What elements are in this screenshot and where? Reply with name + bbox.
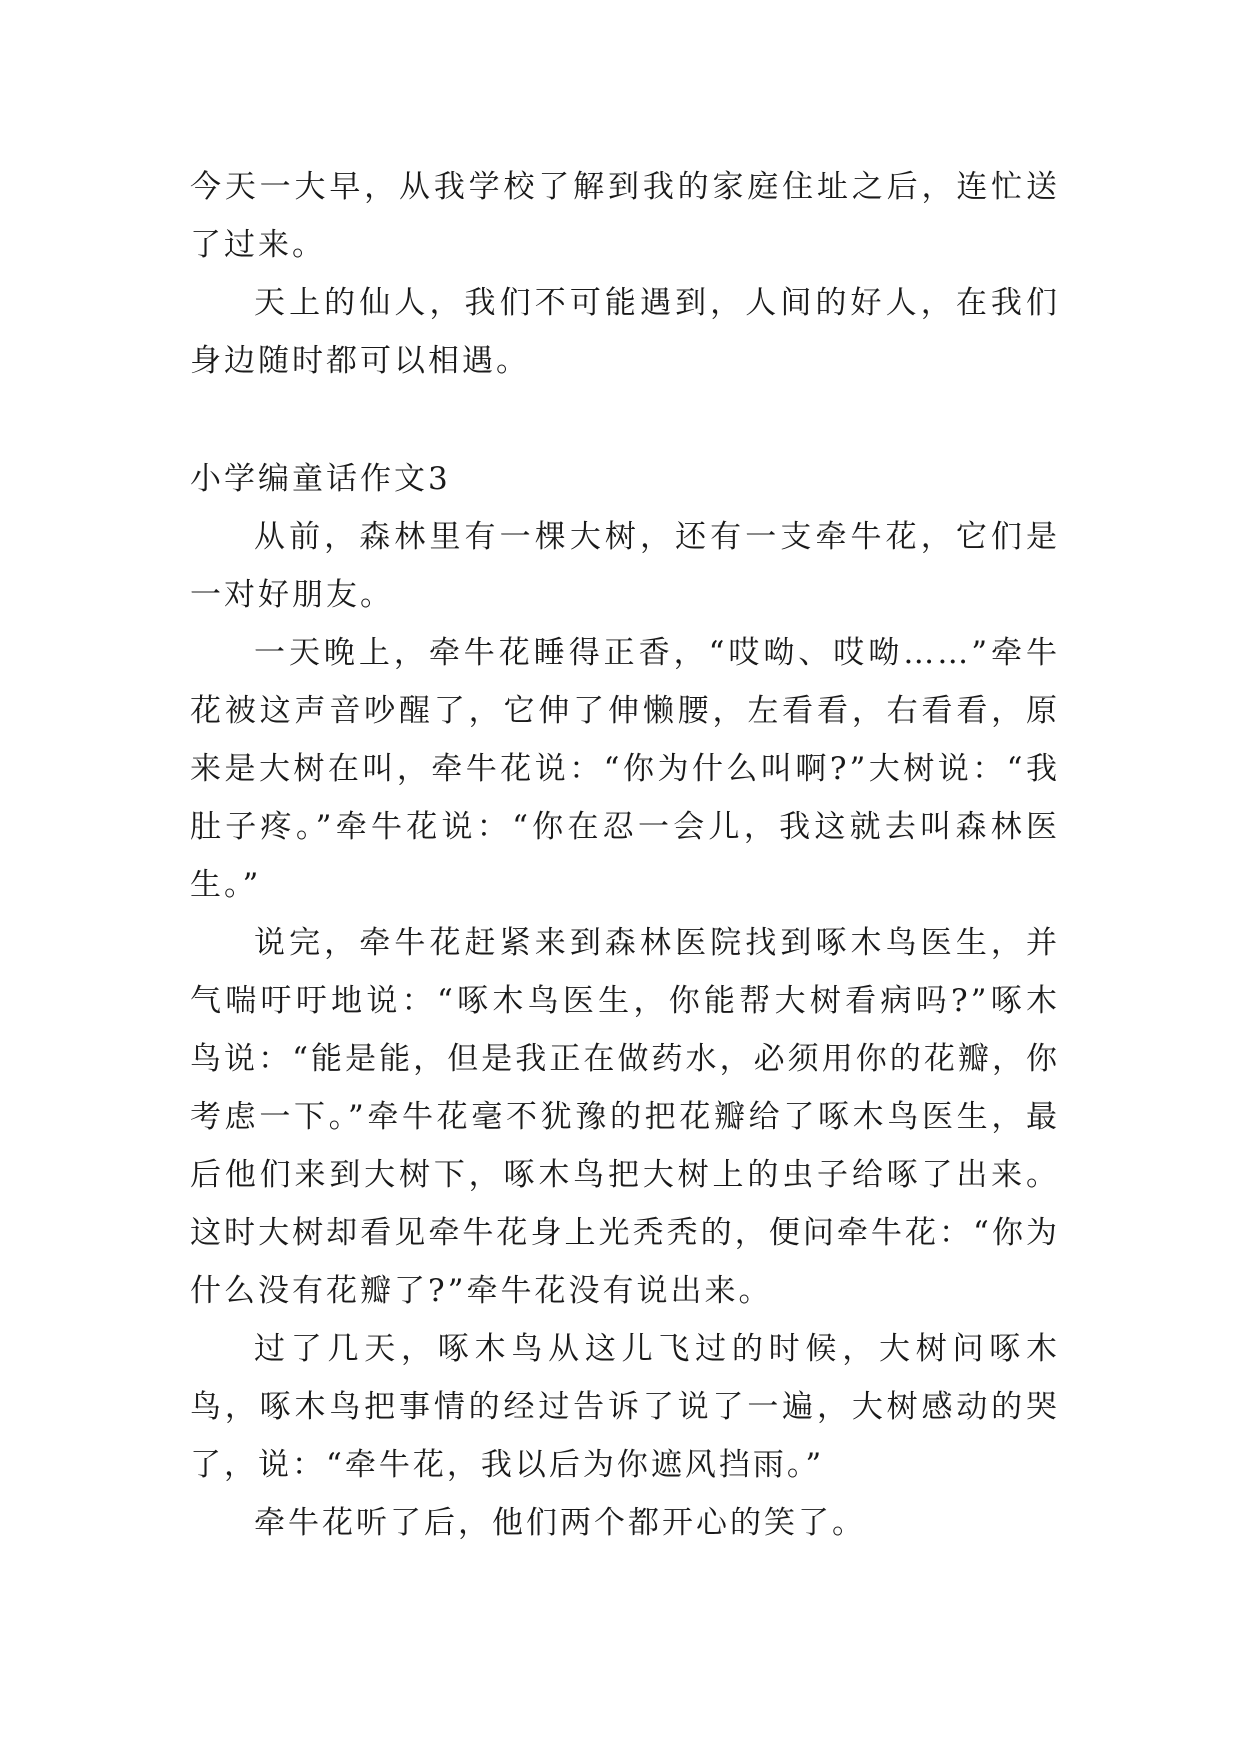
section-title: 小学编童话作文3 bbox=[190, 461, 451, 497]
paragraph: 说完，牵牛花赶紧来到森林医院找到啄木鸟医生，并气喘吁吁地说：“啄木鸟医生，你能帮大树看病吗?”啄木鸟说：“能是能，但是我正在做药水，必须用你的花瓣，你考虑一下。”牵牛花毫不犹豫的把花瓣给了啄木鸟医生，最后他们来到大树下，啄木鸟把大树上的虫子给啄了出来。这时大树却看见牵牛花身上光秃秃的，便问牵牛花：“你为什么没有花瓣了?”牵牛花没有说出来。 bbox=[190, 925, 1060, 1309]
paragraph: 一天晚上，牵牛花睡得正香，“哎呦、哎呦……”牵牛花被这声音吵醒了，它伸了伸懒腰，左看看，右看看，原来是大树在叫，牵牛花说：“你为什么叫啊?”大树说：“我肚子疼。”牵牛花说：“你在忍一会儿，我这就去叫森林医生。” bbox=[190, 635, 1060, 903]
section-block bbox=[190, 450, 1060, 1552]
paragraph: 牵牛花听了后，他们两个都开心的笑了。 bbox=[254, 1505, 866, 1541]
paragraph: 天上的仙人，我们不可能遇到，人间的好人，在我们身边随时都可以相遇。 bbox=[190, 285, 1060, 379]
continued-text-block bbox=[190, 158, 1060, 390]
paragraph: 过了几天，啄木鸟从这儿飞过的时候，大树问啄木鸟，啄木鸟把事情的经过告诉了说了一遍，大树感动的哭了，说：“牵牛花，我以后为你遮风挡雨。” bbox=[190, 1331, 1060, 1483]
paragraph: 从前，森林里有一棵大树，还有一支牵牛花，它们是一对好朋友。 bbox=[190, 519, 1060, 613]
paragraph: 今天一大早，从我学校了解到我的家庭住址之后，连忙送了过来。 bbox=[190, 169, 1060, 263]
